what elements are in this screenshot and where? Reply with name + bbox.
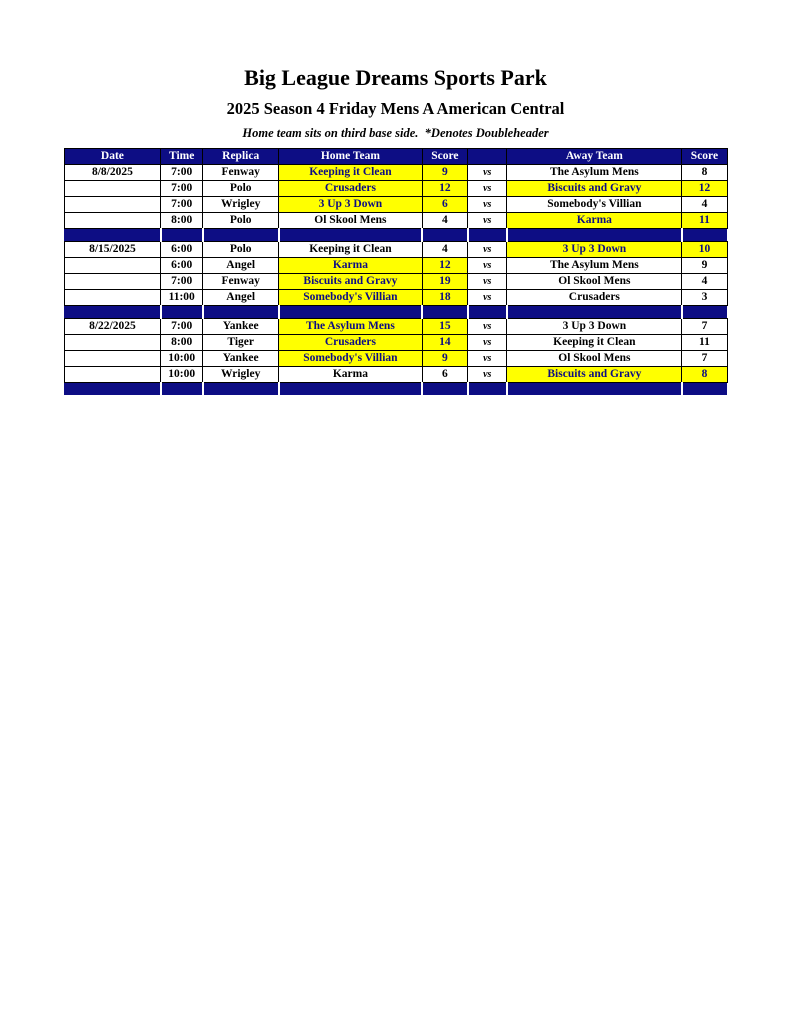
away-team-cell: Biscuits and Gravy (507, 181, 682, 197)
replica-cell: Fenway (203, 274, 279, 290)
separator-cell (161, 229, 203, 242)
time-cell: 10:00 (161, 367, 203, 383)
header-away-team: Away Team (507, 149, 682, 165)
schedule-body (64, 165, 727, 396)
time-cell: 7:00 (161, 319, 203, 335)
game-row (64, 213, 727, 229)
header-replica: Replica (203, 149, 279, 165)
game-row (64, 197, 727, 213)
separator-cell (468, 306, 507, 319)
away-score-cell: 7 (682, 351, 727, 367)
time-cell: 7:00 (161, 165, 203, 181)
vs-cell: vs (468, 351, 507, 367)
date-cell: 8/8/2025 (64, 165, 161, 181)
vs-cell: vs (468, 274, 507, 290)
schedule-table (64, 148, 728, 395)
away-team-cell: Ol Skool Mens (507, 351, 682, 367)
separator-cell (64, 229, 161, 242)
separator-cell (161, 383, 203, 396)
replica-cell: Angel (203, 290, 279, 306)
header-home-score: Score (422, 149, 468, 165)
home-score-cell: 4 (422, 242, 468, 258)
home-score-cell: 4 (422, 213, 468, 229)
separator-cell (507, 229, 682, 242)
date-cell: 8/15/2025 (64, 242, 161, 258)
header-home-team: Home Team (279, 149, 422, 165)
game-row (64, 165, 727, 181)
away-team-cell: Biscuits and Gravy (507, 367, 682, 383)
time-cell: 10:00 (161, 351, 203, 367)
time-cell: 6:00 (161, 242, 203, 258)
replica-cell: Angel (203, 258, 279, 274)
home-team-cell: Crusaders (279, 335, 422, 351)
away-team-cell: 3 Up 3 Down (507, 319, 682, 335)
away-team-cell: Karma (507, 213, 682, 229)
header-row (64, 149, 727, 165)
separator-cell (468, 229, 507, 242)
separator-cell (279, 229, 422, 242)
time-cell: 8:00 (161, 335, 203, 351)
date-cell (64, 213, 161, 229)
home-score-cell: 12 (422, 181, 468, 197)
separator-cell (279, 383, 422, 396)
home-team-cell: Somebody's Villian (279, 351, 422, 367)
game-row (64, 351, 727, 367)
home-team-cell: Crusaders (279, 181, 422, 197)
replica-cell: Polo (203, 242, 279, 258)
separator-cell (422, 383, 468, 396)
away-score-cell: 8 (682, 367, 727, 383)
separator-cell (279, 306, 422, 319)
game-row (64, 258, 727, 274)
separator-cell (507, 383, 682, 396)
date-cell (64, 290, 161, 306)
away-score-cell: 4 (682, 274, 727, 290)
away-team-cell: The Asylum Mens (507, 258, 682, 274)
replica-cell: Wrigley (203, 367, 279, 383)
home-team-cell: Keeping it Clean (279, 242, 422, 258)
away-score-cell: 7 (682, 319, 727, 335)
separator-cell (682, 306, 727, 319)
separator-cell (64, 306, 161, 319)
vs-cell: vs (468, 197, 507, 213)
time-cell: 8:00 (161, 213, 203, 229)
separator-cell (161, 306, 203, 319)
home-score-cell: 9 (422, 351, 468, 367)
home-team-cell: Somebody's Villian (279, 290, 422, 306)
game-row (64, 274, 727, 290)
replica-cell: Fenway (203, 165, 279, 181)
replica-cell: Polo (203, 213, 279, 229)
date-cell (64, 197, 161, 213)
away-score-cell: 4 (682, 197, 727, 213)
game-row (64, 319, 727, 335)
time-cell: 7:00 (161, 197, 203, 213)
away-score-cell: 11 (682, 213, 727, 229)
game-row (64, 181, 727, 197)
away-score-cell: 8 (682, 165, 727, 181)
away-score-cell: 10 (682, 242, 727, 258)
time-cell: 6:00 (161, 258, 203, 274)
separator-row (64, 306, 727, 319)
home-team-cell: The Asylum Mens (279, 319, 422, 335)
vs-cell: vs (468, 213, 507, 229)
away-score-cell: 9 (682, 258, 727, 274)
game-row (64, 367, 727, 383)
home-score-cell: 14 (422, 335, 468, 351)
game-row (64, 242, 727, 258)
away-team-cell: 3 Up 3 Down (507, 242, 682, 258)
away-team-cell: Somebody's Villian (507, 197, 682, 213)
separator-cell (203, 306, 279, 319)
page-subtitle: 2025 Season 4 Friday Mens A American Central (226, 99, 565, 119)
away-team-cell: The Asylum Mens (507, 165, 682, 181)
date-cell (64, 351, 161, 367)
date-cell (64, 258, 161, 274)
away-score-cell: 3 (682, 290, 727, 306)
date-cell: 8/22/2025 (64, 319, 161, 335)
date-cell (64, 274, 161, 290)
vs-cell: vs (468, 165, 507, 181)
away-team-cell: Keeping it Clean (507, 335, 682, 351)
separator-cell (422, 229, 468, 242)
replica-cell: Tiger (203, 335, 279, 351)
vs-cell: vs (468, 319, 507, 335)
separator-cell (682, 383, 727, 396)
home-team-cell: Biscuits and Gravy (279, 274, 422, 290)
document-header (0, 0, 791, 141)
home-score-cell: 15 (422, 319, 468, 335)
time-cell: 7:00 (161, 274, 203, 290)
vs-cell: vs (468, 242, 507, 258)
vs-cell: vs (468, 181, 507, 197)
home-score-cell: 9 (422, 165, 468, 181)
away-score-cell: 12 (682, 181, 727, 197)
replica-cell: Polo (203, 181, 279, 197)
date-cell (64, 335, 161, 351)
header-date: Date (64, 149, 161, 165)
game-row (64, 335, 727, 351)
date-cell (64, 367, 161, 383)
away-team-cell: Crusaders (507, 290, 682, 306)
home-team-cell: Karma (279, 258, 422, 274)
replica-cell: Yankee (203, 351, 279, 367)
separator-cell (507, 306, 682, 319)
separator-row (64, 229, 727, 242)
replica-cell: Wrigley (203, 197, 279, 213)
away-score-cell: 11 (682, 335, 727, 351)
vs-cell: vs (468, 290, 507, 306)
separator-cell (64, 383, 161, 396)
separator-cell (203, 229, 279, 242)
home-score-cell: 6 (422, 197, 468, 213)
vs-cell: vs (468, 367, 507, 383)
home-score-cell: 19 (422, 274, 468, 290)
page-title: Big League Dreams Sports Park (244, 65, 547, 90)
separator-cell (203, 383, 279, 396)
home-team-cell: Keeping it Clean (279, 165, 422, 181)
time-cell: 7:00 (161, 181, 203, 197)
home-team-cell: Karma (279, 367, 422, 383)
home-team-cell: Ol Skool Mens (279, 213, 422, 229)
vs-cell: vs (468, 335, 507, 351)
separator-row (64, 383, 727, 396)
home-team-cell: 3 Up 3 Down (279, 197, 422, 213)
separator-cell (422, 306, 468, 319)
home-score-cell: 18 (422, 290, 468, 306)
home-score-cell: 12 (422, 258, 468, 274)
vs-cell: vs (468, 258, 507, 274)
separator-cell (468, 383, 507, 396)
away-team-cell: Ol Skool Mens (507, 274, 682, 290)
header-away-score: Score (682, 149, 727, 165)
time-cell: 11:00 (161, 290, 203, 306)
game-row (64, 290, 727, 306)
separator-cell (682, 229, 727, 242)
home-team-note: Home team sits on third base side. *Denotes Doubleheader (242, 126, 549, 141)
home-score-cell: 6 (422, 367, 468, 383)
header-time: Time (161, 149, 203, 165)
date-cell (64, 181, 161, 197)
replica-cell: Yankee (203, 319, 279, 335)
header-vs (468, 149, 507, 165)
